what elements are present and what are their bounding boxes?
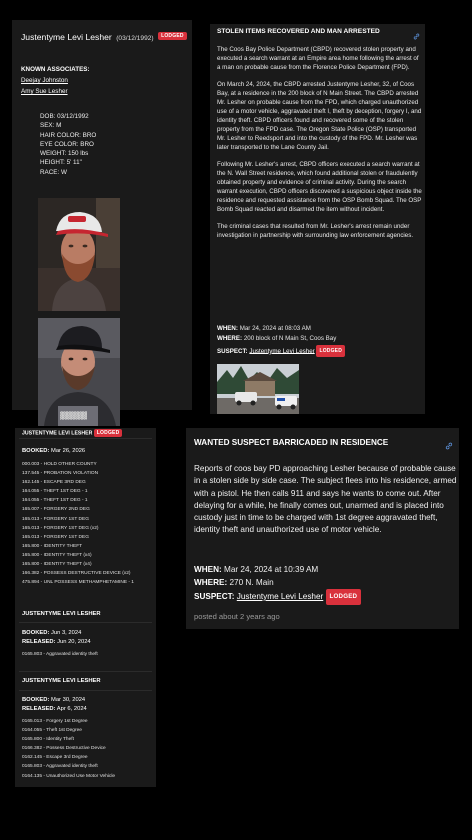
status-badge: LODGED [316, 345, 345, 357]
charge-item: 165.007 - FORGERY 2ND DEG [22, 507, 90, 513]
stat-race: RACE: W [40, 168, 67, 176]
article-meta [217, 324, 345, 357]
booking-name: JUSTENTYME LEVI LESHER [22, 430, 93, 437]
charge-item: 0165.803 - Aggravated identity theft [22, 652, 98, 657]
suspect-dob-inline: (03/12/1992) [116, 35, 154, 42]
article-title: STOLEN ITEMS RECOVERED AND MAN ARRESTED [217, 28, 380, 35]
where-label: WHERE: [194, 577, 228, 587]
when-value: Mar 24, 2024 at 08:03 AM [239, 325, 311, 332]
charges-list [22, 717, 115, 781]
incident-post-card [186, 428, 459, 629]
status-badge: LODGED [326, 589, 362, 605]
article-paragraph: On March 24, 2024, the CBPD arrested Justentyme Lesher, 32, of Coos Bay, at a residence in the 200 block of N Main Street. The CBPD arrested Mr. Lesher on probable cause from the FPD, which charged unauthorized use of a motor vehicle, aggravated theft I, theft by deception, forgery I, and identity theft. CBPD officers found and recovered some of the stolen property from the FPD case. The Oregon State Police (OSP) transported Mr. Lesher to Reedsport and into the custody of the FPD. Mr. Lesher was later transported to the Lane County Jail. [217, 81, 422, 151]
physical-description [40, 112, 96, 177]
stat-sex: SEX: M [40, 122, 62, 130]
booked-row [22, 448, 85, 454]
divider [19, 438, 152, 439]
scene-photo[interactable] [217, 364, 299, 414]
divider [19, 622, 152, 623]
charge-item: 165.013 - FORGERY 1ST DEG (x2) [22, 525, 99, 531]
booked-label: BOOKED: [22, 697, 50, 703]
suspect-label: SUSPECT: [194, 591, 235, 601]
released-row [22, 706, 87, 712]
booked-date: Mar 30, 2024 [51, 697, 86, 703]
profile-header [21, 27, 196, 45]
charges-list [22, 460, 134, 587]
suspect-link[interactable]: Justentyme Levi Lesher [249, 347, 315, 355]
charges-list [22, 650, 98, 659]
suspect-label: SUSPECT: [217, 347, 248, 355]
stat-eye-color: EYE COLOR: BRO [40, 140, 94, 148]
charge-item: 0165.803 - Aggravated identity theft [22, 764, 98, 770]
associate-link[interactable]: Deejay Johnston [21, 77, 68, 84]
suspect-row [194, 589, 361, 605]
charge-item: 165.800 - IDENTITY THEFT (x4) [22, 552, 92, 558]
charge-item: 166.382 - POSSESS DESTRUCTIVE DEVICE (x2) [22, 571, 131, 577]
released-label: RELEASED: [22, 706, 56, 712]
article-paragraph: The criminal cases that resulted from Mr. Lesher's arrest remain under investigation in partnership with surrounding law enforcement agencies. [217, 223, 414, 240]
charge-item: 0165.013 - Forgery 1st Degree [22, 719, 88, 724]
post-body: Reports of coos bay PD approaching Lesher because of probable cause in a stolen side by side case. The subject flees into his residence, armed with a pistol. He then calls 911 and says he wants to come out. After delaying for a while, he finally comes out, unarmed and is placed into custody just in time to be charged with 1st degree aggravated theft, identity theft and unauthorized use of motor vehicle. [194, 464, 457, 535]
link-icon[interactable] [445, 437, 453, 455]
booking-header [22, 429, 122, 437]
charge-item: 0164.135 - Unauthorized Use Motor Vehicle [22, 773, 116, 779]
charge-item: 162.145 - ESCAPE 3RD DEG [22, 480, 86, 486]
suspect-photo[interactable] [38, 318, 120, 426]
where-label: WHERE: [217, 335, 243, 343]
charge-item: 0166.382 - Possess Destructive Device [22, 746, 106, 752]
booking-history-card [15, 428, 156, 787]
charge-item: 000.003 - HOLD OTHER COUNTY [22, 462, 97, 467]
suspect-row [217, 345, 345, 357]
charge-item: 165.800 - IDENTITY THEFT [22, 543, 83, 549]
booked-date: Jun 3, 2024 [51, 630, 82, 636]
when-label: WHEN: [194, 565, 222, 574]
where-row [194, 577, 361, 590]
charge-item: 165.800 - IDENTITY THEFT (x4) [22, 562, 92, 568]
post-title: WANTED SUSPECT BARRICADED IN RESIDENCE [194, 438, 389, 447]
when-value: Mar 24, 2024 at 10:39 AM [224, 565, 319, 574]
svg-text:▓▓▓▓▓: ▓▓▓▓▓ [60, 412, 87, 420]
charge-item: 164.055 - THEFT 1ST DEG - 1 [22, 498, 88, 504]
suspect-photo[interactable] [38, 198, 120, 311]
stat-height: HEIGHT: 5' 11" [40, 159, 82, 167]
released-date: Jun 20, 2024 [57, 639, 91, 645]
booked-row [22, 630, 81, 636]
stat-dob: DOB: 03/12/1992 [40, 113, 89, 120]
booking-section-title: JUSTENTYME LEVI LESHER [22, 611, 101, 617]
posted-time: posted about 2 years ago [194, 612, 280, 621]
booked-label: BOOKED: [22, 630, 50, 636]
charge-item: 137.545 - PROBATION VIOLATION [22, 471, 99, 477]
article-paragraph: The Coos Bay Police Department (CBPD) recovered stolen property and executed a search warrant at an Empire area home following the arrest of a man on probable cause from the Florence Police Department (FPD). [217, 46, 419, 71]
when-label: WHEN: [217, 325, 238, 332]
charge-item: 0165.800 - Identity Theft [22, 737, 74, 743]
suspect-profile-card [12, 20, 192, 420]
link-icon[interactable] [413, 27, 420, 45]
status-badge: LODGED [158, 32, 187, 40]
charge-item: 0164.055 - Theft 1st Degree [22, 728, 82, 734]
booked-label: BOOKED: [22, 448, 50, 454]
post-meta [194, 564, 361, 605]
when-row [194, 564, 361, 577]
status-badge: LODGED [94, 429, 123, 437]
booked-date: Mar 26, 2026 [51, 448, 86, 454]
stat-hair-color: HAIR COLOR: BRO [40, 131, 97, 139]
known-associates-title: KNOWN ASSOCIATES: [21, 66, 90, 73]
where-row [217, 334, 345, 344]
divider [19, 671, 152, 672]
article-body [217, 46, 422, 250]
associate-link[interactable]: Amy Sue Lesher [21, 88, 68, 95]
suspect-name: Justentyme Levi Lesher [21, 32, 112, 42]
divider [19, 690, 152, 691]
charge-item: 475.894 - UNL POSSESS METHAMPHETAMINE - 1 [22, 580, 134, 586]
charge-item: 0162.145 - Escape 3rd Degree [22, 755, 88, 761]
charge-item: 165.013 - FORGERY 1ST DEG [22, 516, 89, 522]
article-card [210, 24, 425, 414]
booking-section-title: JUSTENTYME LEVI LESHER [22, 678, 101, 684]
article-paragraph: Following Mr. Lesher's arrest, CBPD officers executed a search warrant at the N. Wall Street residence, which found additional stolen or fraudulently obtained property and evidence of criminal activity. During the search warrant execution, CBPD officers discovered a suspicious object inside the residence and requested assistance from the OSP Bomb Squad. The OSP Bomb Squad reacted and disarmed the item without incident. [217, 161, 422, 213]
booked-row [22, 697, 85, 703]
charge-item: 165.013 - FORGERY 1ST DEG [22, 534, 89, 540]
where-value: 200 block of N Main St, Coos Bay [243, 335, 337, 343]
released-label: RELEASED: [22, 639, 56, 645]
stat-weight: WEIGHT: 150 lbs [40, 150, 89, 158]
suspect-link[interactable]: Justentyme Levi Lesher [236, 591, 324, 601]
when-row [217, 324, 345, 334]
charge-item: 164.055 - THEFT 1ST DEG - 1 [22, 489, 88, 495]
released-date: Apr 6, 2024 [56, 706, 87, 712]
where-value: 270 N. Main [229, 577, 274, 587]
released-row [22, 639, 91, 645]
